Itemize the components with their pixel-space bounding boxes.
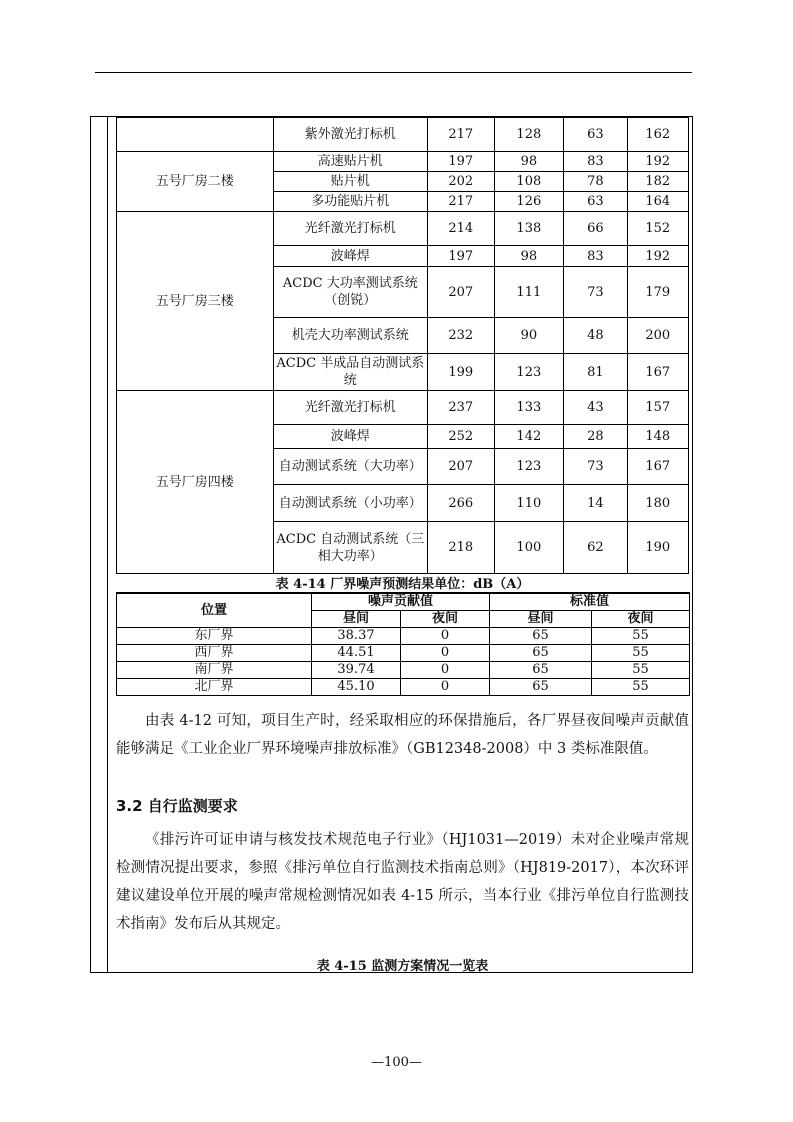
value-cell: 73: [564, 449, 627, 485]
value-cell: 123: [494, 354, 564, 391]
table-4-15-caption: 表 4-15 监测方案情况一览表: [316, 959, 489, 974]
value-cell: 111: [494, 267, 564, 318]
value-cell: 182: [627, 172, 688, 192]
value-cell: 192: [627, 246, 688, 267]
value-cell: 164: [627, 192, 688, 212]
equipment-cell: 光纤激光打标机: [273, 212, 428, 246]
monitoring-paragraph: 《排污许可证申请与核发技术规范电子行业》（HJ1031—2019）未对企业噪声常规检测情况提出要求，参照《排污单位自行监测技术指南总则》（HJ819-2017），本次环评建议建设单位开展的噪声常规检测情况如表 4-15 所示，当本行业《排污单位自行监测技术指南》发布后从其规定。: [116, 832, 689, 932]
value-cell: 108: [494, 172, 564, 192]
page-number: —100—: [371, 1055, 422, 1070]
header-rule: [95, 72, 692, 73]
value-cell: 55: [592, 628, 690, 645]
value-cell: 83: [564, 152, 627, 172]
value-cell: 110: [494, 485, 564, 522]
equipment-cell: 波峰焊: [273, 246, 428, 267]
equipment-cell: 自动测试系统（大功率）: [273, 449, 428, 485]
value-cell: 128: [494, 118, 564, 152]
value-cell: 55: [592, 679, 690, 696]
value-cell: 180: [627, 485, 688, 522]
value-cell: 126: [494, 192, 564, 212]
value-cell: 252: [428, 425, 495, 449]
table-row: [117, 662, 690, 679]
header-day: 昼间: [490, 611, 592, 628]
value-cell: 197: [428, 246, 495, 267]
value-cell: 90: [494, 318, 564, 354]
value-cell: 65: [490, 679, 592, 696]
value-cell: 43: [564, 391, 627, 425]
header-standard: 标准值: [490, 593, 690, 611]
noise-source-table: [116, 117, 689, 574]
value-cell: 66: [564, 212, 627, 246]
value-cell: 152: [627, 212, 688, 246]
value-cell: 38.37: [312, 628, 401, 645]
value-cell: 83: [564, 246, 627, 267]
equipment-cell: 光纤激光打标机: [273, 391, 428, 425]
value-cell: 39.74: [312, 662, 401, 679]
value-cell: 199: [428, 354, 495, 391]
value-cell: 0: [401, 679, 490, 696]
value-cell: 100: [494, 522, 564, 574]
header-night: 夜间: [401, 611, 490, 628]
section-title: 3.2 自行监测要求: [116, 797, 238, 815]
equipment-cell: 机壳大功率测试系统: [273, 318, 428, 354]
table-row: [117, 645, 690, 662]
value-cell: 192: [627, 152, 688, 172]
value-cell: 123: [494, 449, 564, 485]
value-cell: 65: [490, 645, 592, 662]
value-cell: 98: [494, 246, 564, 267]
value-cell: 62: [564, 522, 627, 574]
header-night: 夜间: [592, 611, 690, 628]
table-row: [117, 212, 689, 246]
value-cell: 48: [564, 318, 627, 354]
table-row: [117, 679, 690, 696]
value-cell: 0: [401, 628, 490, 645]
equipment-cell: ACDC 半成品自动测试系统: [273, 354, 428, 391]
value-cell: 98: [494, 152, 564, 172]
value-cell: 266: [428, 485, 495, 522]
value-cell: 44.51: [312, 645, 401, 662]
position-cell: 西厂界: [117, 645, 312, 662]
equipment-cell: 贴片机: [273, 172, 428, 192]
value-cell: 45.10: [312, 679, 401, 696]
conclusion-paragraph: 由表 4-12 可知，项目生产时，经采取相应的环保措施后，各厂界昼夜间噪声贡献值能够满足《工业企业厂界环境噪声排放标准》（GB12348-2008）中 3 类标准限值。: [116, 713, 689, 757]
value-cell: 202: [428, 172, 495, 192]
value-cell: 55: [592, 662, 690, 679]
position-cell: 南厂界: [117, 662, 312, 679]
value-cell: 0: [401, 662, 490, 679]
value-cell: 133: [494, 391, 564, 425]
equipment-cell: 自动测试系统（小功率）: [273, 485, 428, 522]
header-position: 位置: [117, 593, 312, 628]
location-cell: 五号厂房四楼: [117, 391, 274, 574]
value-cell: 218: [428, 522, 495, 574]
value-cell: 207: [428, 449, 495, 485]
value-cell: 142: [494, 425, 564, 449]
table-4-14-caption: 表 4-14 厂界噪声预测结果单位：dB（A）: [275, 577, 530, 592]
value-cell: 65: [490, 662, 592, 679]
boundary-noise-table: [116, 592, 690, 696]
value-cell: 162: [627, 118, 688, 152]
equipment-cell: 高速贴片机: [273, 152, 428, 172]
value-cell: 167: [627, 354, 688, 391]
value-cell: 78: [564, 172, 627, 192]
value-cell: 200: [627, 318, 688, 354]
value-cell: 28: [564, 425, 627, 449]
value-cell: 217: [428, 118, 495, 152]
equipment-cell: 多功能贴片机: [273, 192, 428, 212]
header-day: 昼间: [312, 611, 401, 628]
table-row: [117, 118, 689, 152]
value-cell: 157: [627, 391, 688, 425]
header-contribution: 噪声贡献值: [312, 593, 490, 611]
value-cell: 148: [627, 425, 688, 449]
table-row: [117, 391, 689, 425]
value-cell: 179: [627, 267, 688, 318]
position-cell: 东厂界: [117, 628, 312, 645]
location-cell: [117, 118, 274, 152]
value-cell: 214: [428, 212, 495, 246]
value-cell: 73: [564, 267, 627, 318]
value-cell: 138: [494, 212, 564, 246]
table-row: [117, 152, 689, 172]
value-cell: 217: [428, 192, 495, 212]
value-cell: 65: [490, 628, 592, 645]
value-cell: 190: [627, 522, 688, 574]
location-cell: 五号厂房二楼: [117, 152, 274, 212]
value-cell: 0: [401, 645, 490, 662]
value-cell: 207: [428, 267, 495, 318]
value-cell: 14: [564, 485, 627, 522]
value-cell: 63: [564, 192, 627, 212]
value-cell: 232: [428, 318, 495, 354]
table-header-row: [117, 593, 690, 611]
frame-inner-rule: [107, 117, 108, 972]
equipment-cell: 波峰焊: [273, 425, 428, 449]
value-cell: 237: [428, 391, 495, 425]
value-cell: 197: [428, 152, 495, 172]
table-row: [117, 628, 690, 645]
equipment-cell: 紫外激光打标机: [273, 118, 428, 152]
value-cell: 55: [592, 645, 690, 662]
value-cell: 63: [564, 118, 627, 152]
position-cell: 北厂界: [117, 679, 312, 696]
equipment-cell: ACDC 大功率测试系统（创锐）: [273, 267, 428, 318]
equipment-cell: ACDC 自动测试系统（三相大功率）: [273, 522, 428, 574]
value-cell: 81: [564, 354, 627, 391]
value-cell: 167: [627, 449, 688, 485]
location-cell: 五号厂房三楼: [117, 212, 274, 391]
